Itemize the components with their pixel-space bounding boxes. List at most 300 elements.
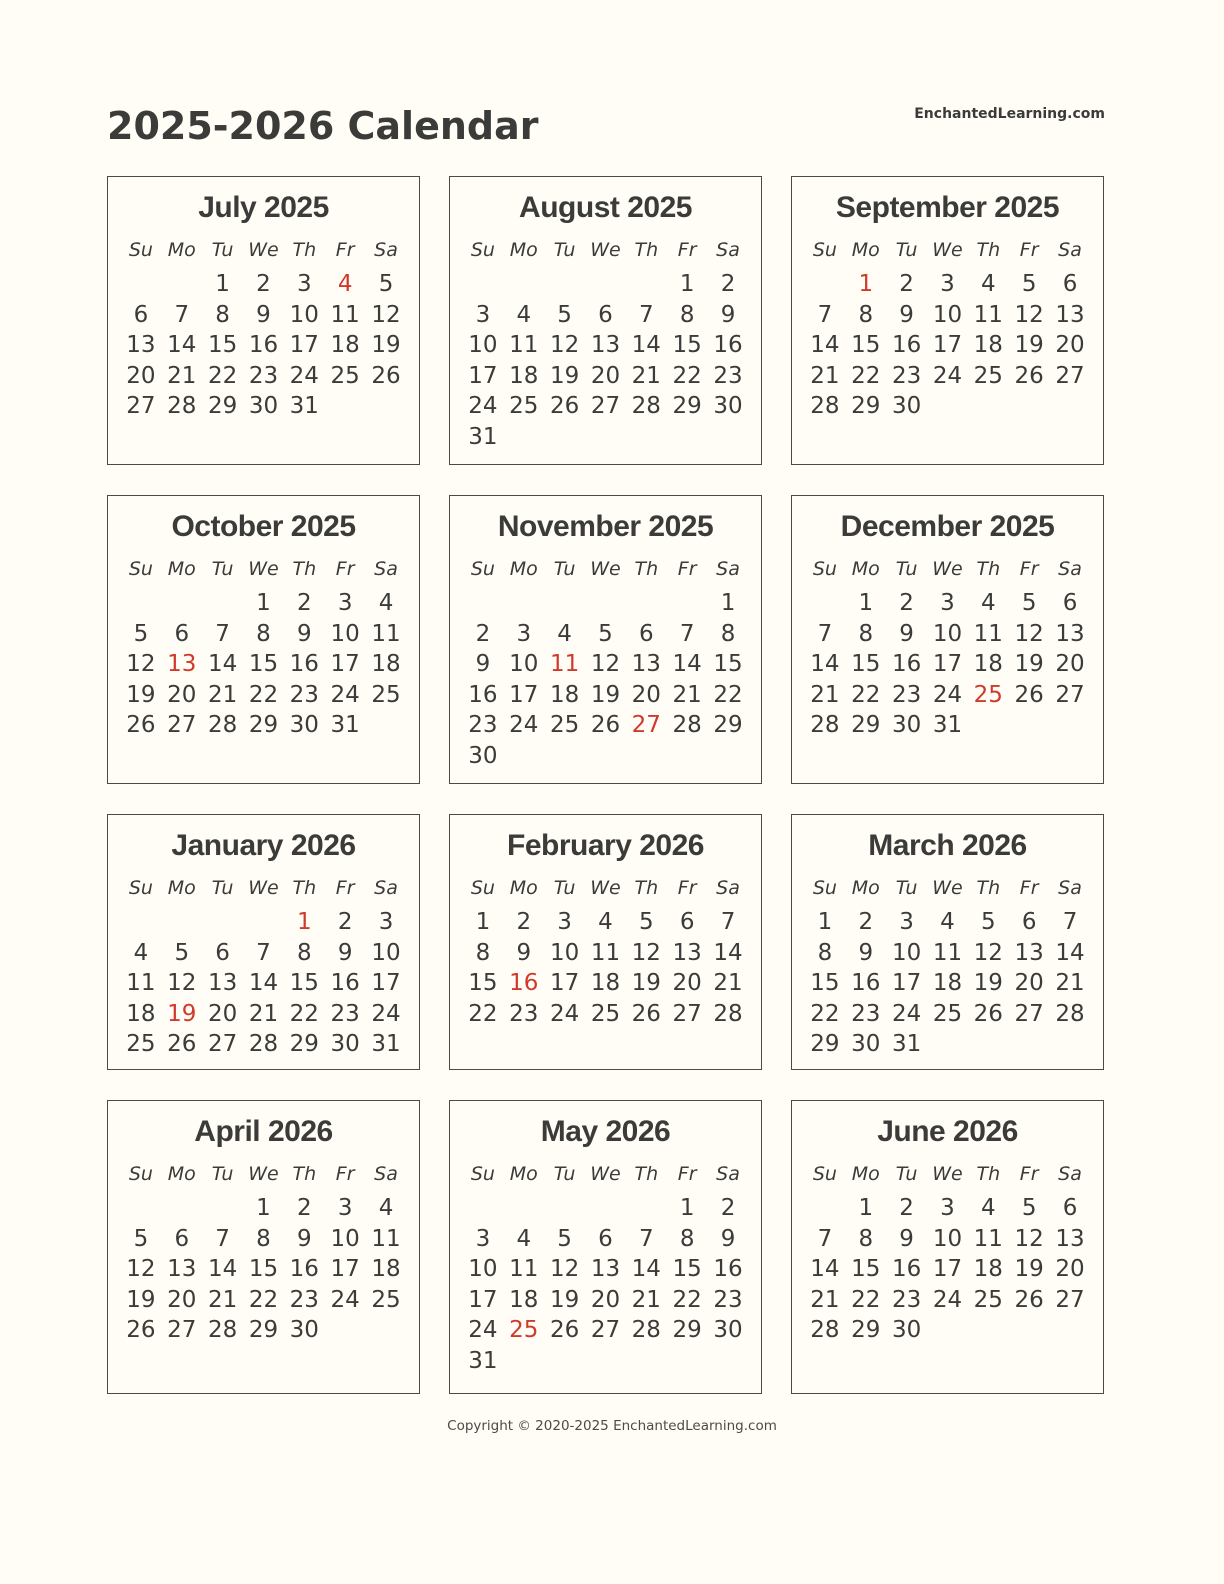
day-cell: 9 [296,1225,312,1252]
day-cell-empty [1009,1315,1050,1346]
day-cell: 8 [720,620,736,647]
week-row [463,300,749,331]
day-cell: 30 [468,742,498,769]
day-cell: 9 [337,939,353,966]
day-cell-empty [805,1193,846,1224]
week-row [805,649,1091,680]
day-cell: 24 [549,1000,580,1027]
day-cell-empty [121,1193,162,1224]
week-row [805,391,1091,422]
day-cell: 1 [296,909,312,935]
day-cell: 19 [1014,1256,1044,1282]
month-grid [463,869,749,1029]
month-grid [463,231,749,452]
day-header: We [248,558,279,580]
week-row [463,999,749,1030]
day-header: Th [634,877,659,899]
day-header: Su [470,558,495,580]
day-cell: 22 [851,362,881,389]
day-cell: 21 [207,1286,238,1313]
day-cell: 13 [631,651,661,677]
day-cell: 12 [126,651,156,677]
day-header: Fr [335,877,355,899]
day-header: We [590,239,621,261]
day-cell: 21 [631,1286,661,1313]
day-cell: 21 [167,362,197,389]
day-cell-empty [968,1315,1009,1346]
day-cell: 30 [713,1317,743,1343]
day-cell: 23 [891,362,922,389]
week-row [463,330,749,361]
day-cell-empty [667,588,708,619]
day-cell: 22 [672,1286,702,1313]
day-cell: 21 [672,681,702,708]
day-cell: 21 [207,681,238,708]
day-header: Mo [167,558,196,580]
day-cell: 14 [248,970,279,996]
day-cell: 5 [174,939,190,966]
day-cell: 11 [973,620,1003,647]
day-cell: 27 [590,1317,621,1343]
day-cell: 9 [899,301,914,328]
day-cell-empty [544,422,585,453]
week-row [463,741,749,772]
day-cell: 10 [468,332,498,358]
day-cell: 22 [672,362,702,389]
day-cell: 18 [590,970,621,996]
day-cell-empty [121,269,162,300]
day-header: Fr [677,877,697,899]
day-cell: 23 [713,1286,743,1313]
day-header: Th [292,877,317,899]
day-cell: 15 [672,332,702,358]
day-cell-empty [585,269,626,300]
day-cell: 7 [638,1225,654,1252]
day-cell: 17 [330,651,360,677]
month-title: January 2026 [171,829,356,862]
day-cell: 13 [167,1256,197,1282]
day-cell: 24 [289,362,319,389]
month-grid [805,231,1091,422]
day-cell: 16 [289,651,319,677]
day-cell: 10 [932,301,963,328]
week-row [121,1315,407,1346]
day-cell: 2 [899,590,914,616]
day-header: Tu [895,239,918,261]
day-cell: 29 [851,1317,881,1343]
week-row [463,1193,749,1224]
day-cell: 28 [167,393,197,419]
day-cell: 2 [475,620,491,647]
day-cell: 26 [1014,681,1044,708]
day-cell: 4 [133,939,149,966]
day-cell: 26 [973,1000,1003,1027]
day-cell: 8 [858,1225,874,1252]
day-cell: 8 [296,939,312,966]
day-cell-empty [1050,1315,1091,1346]
day-cell: 17 [289,332,319,358]
day-cell: 19 [126,681,156,708]
day-cell: 9 [720,301,736,328]
week-row [805,968,1091,999]
calendar-grid [107,176,1104,1394]
day-cell: 4 [516,301,532,328]
day-cell: 7 [174,301,190,328]
week-row [463,619,749,650]
month-grid [121,869,407,1060]
day-cell-empty [503,269,544,300]
day-header: Fr [335,1163,355,1185]
month-grid [805,550,1091,741]
week-row [463,1285,749,1316]
day-cell: 29 [851,712,881,738]
day-header: Mo [167,1163,196,1185]
day-cell: 19 [631,970,661,996]
month-title: July 2025 [198,191,329,224]
day-cell: 31 [891,1031,922,1057]
day-cell: 19 [549,1286,580,1313]
day-header: We [590,1163,621,1185]
day-cell: 23 [891,1286,922,1313]
day-cell: 2 [296,590,312,616]
day-cell: 27 [207,1031,238,1057]
day-cell: 7 [817,620,833,647]
day-cell: 7 [817,301,833,328]
week-row [121,1254,407,1285]
day-cell: 12 [1014,301,1044,328]
week-row [121,907,407,938]
day-cell: 21 [810,681,840,708]
day-cell-empty [1009,391,1050,422]
day-header: Su [812,239,837,261]
day-cell: 25 [371,1286,401,1313]
day-cell: 7 [638,301,654,328]
day-cell-empty [243,907,284,938]
day-cell: 17 [509,681,539,708]
day-header: Fr [677,558,697,580]
day-cell: 24 [509,712,539,738]
day-header: Mo [851,239,880,261]
day-header: Th [634,558,659,580]
week-row [463,422,749,453]
day-cell: 27 [1055,1286,1085,1313]
day-cell: 23 [289,681,319,708]
day-cell: 26 [167,1031,197,1057]
day-cell: 17 [371,970,401,996]
day-cell: 8 [858,301,874,328]
week-row [805,361,1091,392]
week-row [805,269,1091,300]
day-cell: 20 [167,681,197,708]
day-cell: 17 [468,362,498,389]
day-header: Mo [851,558,880,580]
day-cell: 14 [631,332,661,358]
month-title: February 2026 [507,829,704,862]
day-cell: 15 [851,332,881,358]
day-cell: 16 [330,970,360,996]
day-header: Fr [677,1163,697,1185]
day-cell: 3 [296,271,312,297]
day-header: Th [292,558,317,580]
day-header: Fr [1019,877,1039,899]
day-cell: 12 [549,332,580,358]
day-cell-empty [927,391,968,422]
day-cell: 19 [973,970,1003,996]
month-grid [121,231,407,422]
day-cell: 16 [713,1256,743,1282]
day-cell-empty [544,1193,585,1224]
day-header: Mo [509,877,538,899]
week-row [805,1315,1091,1346]
day-cell: 10 [549,939,580,966]
day-cell: 5 [598,620,613,647]
day-cell-empty [121,907,162,938]
week-row [805,1193,1091,1224]
day-cell-empty [366,1315,407,1346]
day-cell: 15 [468,970,498,996]
day-cell: 31 [289,393,319,419]
day-cell-empty [503,422,544,453]
day-cell: 17 [549,970,580,996]
week-row [121,300,407,331]
day-cell: 11 [932,939,963,966]
week-row [121,999,407,1030]
day-cell: 23 [289,1286,319,1313]
day-cell: 15 [851,651,881,677]
week-row [805,619,1091,650]
day-cell: 2 [720,271,736,297]
month-title: June 2026 [877,1115,1018,1148]
month-grid [463,550,749,771]
day-cell-empty [1009,710,1050,741]
day-header: Mo [167,239,196,261]
day-cell: 30 [891,712,922,738]
month-title: September 2025 [835,191,1060,224]
day-cell: 25 [932,1000,963,1027]
day-cell: 15 [289,970,319,996]
day-cell: 7 [256,939,271,966]
day-cell: 22 [810,1000,840,1027]
day-cell: 25 [509,1317,539,1343]
day-cell: 9 [475,651,491,677]
day-header: Fr [335,558,355,580]
day-cell: 24 [932,1286,963,1313]
day-cell: 3 [940,271,955,297]
day-cell: 2 [899,271,914,297]
day-cell: 8 [858,620,874,647]
day-cell: 24 [932,681,963,708]
day-cell: 5 [1021,590,1037,616]
day-header: We [590,877,621,899]
week-row [805,1254,1091,1285]
day-header: Fr [1019,1163,1039,1185]
day-cell: 15 [207,332,238,358]
day-cell-empty [1009,1029,1050,1060]
week-row [463,1346,749,1377]
day-cell: 27 [590,393,621,419]
day-cell: 12 [1014,620,1044,647]
day-cell: 14 [1055,939,1085,966]
day-cell: 5 [980,909,996,935]
day-header: Mo [509,239,538,261]
day-cell: 11 [509,1256,539,1282]
day-cell: 20 [126,362,156,389]
week-row [121,588,407,619]
day-cell: 7 [720,909,736,935]
day-cell: 16 [248,332,279,358]
day-cell: 7 [1062,909,1078,935]
day-cell: 30 [289,712,319,738]
day-cell: 9 [296,620,312,647]
day-header: We [932,877,963,899]
day-cell: 30 [289,1317,319,1343]
day-cell: 19 [549,362,580,389]
day-cell: 30 [248,393,279,419]
day-cell: 26 [371,362,401,389]
day-cell: 9 [899,1225,914,1252]
day-cell: 25 [590,1000,621,1027]
day-cell: 6 [1062,1195,1078,1221]
day-cell: 3 [940,1195,955,1221]
day-cell: 23 [851,1000,881,1027]
day-cell: 28 [1055,1000,1085,1027]
day-header: We [932,239,963,261]
week-row [463,269,749,300]
day-cell: 4 [378,1195,394,1221]
day-cell: 30 [713,393,743,419]
day-cell-empty [325,1315,366,1346]
day-header: Sa [716,558,740,580]
day-cell: 17 [330,1256,360,1282]
day-cell-empty [667,1346,708,1377]
day-header: Su [470,877,495,899]
day-header: We [590,558,621,580]
day-cell-empty [121,588,162,619]
day-cell: 8 [679,1225,695,1252]
day-cell: 1 [679,1195,695,1221]
day-cell: 28 [631,1317,661,1343]
day-cell: 16 [891,332,922,358]
day-header: Sa [716,877,740,899]
day-cell: 12 [1014,1225,1044,1252]
day-cell: 29 [289,1031,319,1057]
day-cell: 13 [126,332,156,358]
day-cell: 21 [713,970,743,996]
day-cell: 19 [1014,651,1044,677]
day-cell: 6 [1021,909,1037,935]
day-cell: 8 [256,1225,271,1252]
week-row [805,907,1091,938]
day-cell: 29 [713,712,743,738]
day-cell: 14 [167,332,197,358]
day-cell: 22 [289,1000,319,1027]
day-cell: 17 [932,1256,963,1282]
day-cell: 10 [891,939,922,966]
day-cell: 24 [468,1317,498,1343]
day-header: Sa [374,1163,398,1185]
day-cell: 25 [509,393,539,419]
day-cell: 5 [133,1225,149,1252]
day-cell: 6 [133,301,149,328]
day-cell: 11 [549,651,580,677]
week-row [805,588,1091,619]
day-cell: 21 [248,1000,279,1027]
day-cell: 14 [207,651,238,677]
day-cell: 18 [371,1256,401,1282]
day-header: Mo [851,877,880,899]
day-cell: 10 [932,1225,963,1252]
day-cell: 16 [891,1256,922,1282]
day-cell-empty [503,1193,544,1224]
day-cell: 18 [973,651,1003,677]
day-cell: 8 [215,301,230,328]
day-header: Sa [1058,1163,1082,1185]
day-cell: 16 [713,332,743,358]
week-row [805,330,1091,361]
day-cell-empty [585,588,626,619]
day-cell: 31 [330,712,360,738]
day-header: Fr [677,239,697,261]
day-cell-empty [626,588,667,619]
day-cell: 7 [215,1225,230,1252]
day-cell: 23 [891,681,922,708]
day-cell: 5 [1021,1195,1037,1221]
day-cell: 16 [289,1256,319,1282]
week-row [805,680,1091,711]
day-cell: 24 [330,681,360,708]
day-header: Fr [1019,558,1039,580]
day-cell: 8 [817,939,833,966]
day-cell-empty [667,422,708,453]
day-cell-empty [805,588,846,619]
day-cell: 14 [713,939,743,966]
day-cell: 11 [330,301,360,328]
day-cell: 10 [330,620,360,647]
day-cell: 23 [248,362,279,389]
day-cell: 23 [468,712,498,738]
day-cell: 26 [126,1317,156,1343]
month-title: November 2025 [497,510,714,543]
day-cell-empty [463,1193,504,1224]
day-header: Su [812,558,837,580]
day-cell: 26 [1014,1286,1044,1313]
week-row [121,1193,407,1224]
day-cell: 2 [516,909,532,935]
day-cell-empty [366,710,407,741]
day-cell: 12 [631,939,661,966]
month-title: May 2026 [540,1115,671,1148]
day-cell: 28 [672,712,702,738]
day-header: Su [128,877,153,899]
day-cell: 4 [378,590,394,616]
week-row [463,938,749,969]
day-cell: 25 [371,681,401,708]
day-header: Su [470,239,495,261]
day-cell: 19 [371,332,401,358]
day-cell: 27 [1055,681,1085,708]
day-cell: 4 [557,620,572,647]
day-cell: 3 [899,909,914,935]
day-header: Tu [211,239,234,261]
day-cell: 3 [337,1195,353,1221]
day-cell: 11 [126,970,156,996]
day-cell: 23 [330,1000,360,1027]
day-cell: 3 [475,1225,491,1252]
day-cell-empty [626,422,667,453]
day-cell: 2 [296,1195,312,1221]
day-header: Tu [211,1163,234,1185]
day-cell: 18 [932,970,963,996]
